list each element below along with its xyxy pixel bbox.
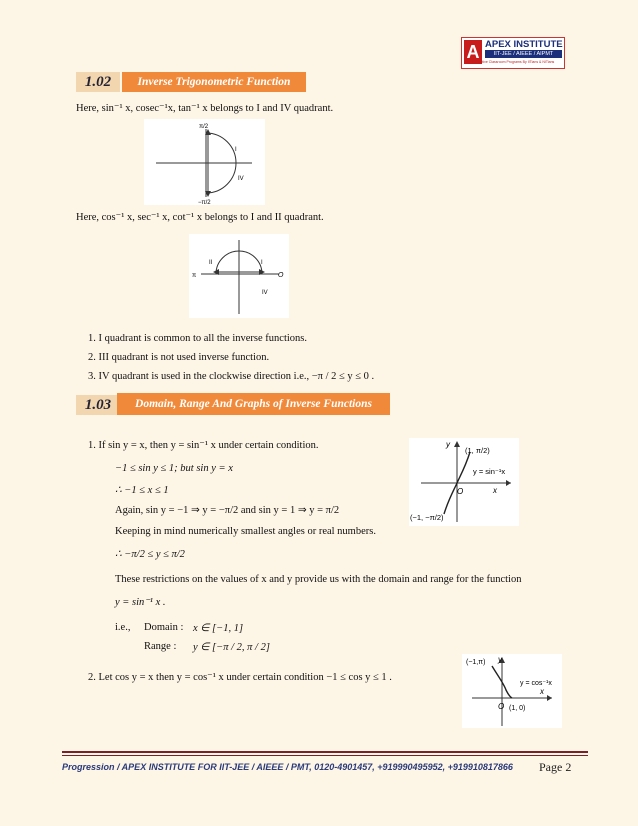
section-title: Domain, Range And Graphs of Inverse Functions — [117, 393, 390, 415]
item-line: These restrictions on the values of x and y provide us with the domain and range for the function — [115, 574, 522, 585]
label-top: π/2 — [199, 124, 209, 130]
arccos-plot — [462, 654, 562, 728]
footer-text: Progression / APEX INSTITUTE FOR IIT-JEE / AIEEE / PMT, 0120-4901457, +919990495952, +919910817866 — [62, 762, 513, 772]
item-line: Again, sin y = −1 ⇒ y = −π/2 and sin y = 1 ⇒ y = π/2 — [115, 505, 340, 516]
arcsin-plot — [409, 438, 519, 526]
quadrant-diagram — [144, 119, 265, 205]
item-line: y = sin⁻¹ x . — [115, 597, 166, 608]
paragraph: Here, sin⁻¹ x, cosec⁻¹x, tan⁻¹ x belongs to I and IV quadrant. — [76, 103, 334, 114]
footer-divider — [62, 751, 588, 753]
item-line: −1 ≤ sin y ≤ 1; but sin y = x — [115, 463, 233, 474]
logo-subtitle: Interactive Classroom Programs By IITians & NITians — [471, 60, 555, 64]
function-label: y = cos⁻¹x — [520, 680, 552, 687]
point-label: (−1,π) — [466, 659, 486, 666]
item-label: i.e., — [115, 622, 131, 633]
brand-logo — [461, 37, 565, 69]
item-line: ∴ −π/2 ≤ y ≤ π/2 — [115, 549, 185, 560]
item-line: Keeping in mind numerically smallest angles or real numbers. — [115, 526, 376, 537]
section-number: 1.02 — [76, 72, 120, 92]
label-q2: II — [209, 260, 213, 266]
label-bottom: −π/2 — [198, 200, 211, 205]
section-number: 1.03 — [76, 395, 120, 415]
logo-letter: A — [464, 40, 482, 64]
label-origin: O — [278, 272, 284, 279]
range-value: y ∈ [−π / 2, π / 2] — [193, 642, 270, 653]
figure-quadrants-i-iv — [144, 119, 265, 205]
label-q1: I — [235, 147, 237, 153]
axis-y-label: y — [498, 655, 502, 664]
function-label: y = sin⁻¹x — [473, 467, 506, 476]
item-line: 2. Let cos y = x then y = cos⁻¹ x under certain condition −1 ≤ cos y ≤ 1 . — [88, 672, 392, 683]
point-label: (1, 0) — [509, 705, 526, 712]
list-item: 1. I quadrant is common to all the inverse functions. — [88, 333, 307, 344]
footer-divider — [62, 755, 588, 756]
origin-label: O — [457, 487, 464, 496]
list-item: 2. III quadrant is not used inverse function. — [88, 352, 270, 363]
graph-arcsin — [409, 438, 519, 526]
label-pi: π — [192, 273, 197, 279]
label-q1: I — [261, 260, 263, 266]
graph-arccos — [462, 654, 562, 728]
label-q4: IV — [262, 290, 268, 296]
item-line: ∴ −1 ≤ x ≤ 1 — [115, 485, 169, 496]
domain-value: x ∈ [−1, 1] — [193, 623, 244, 634]
paragraph: Here, cos⁻¹ x, sec⁻¹ x, cot⁻¹ x belongs to I and II quadrant. — [76, 212, 324, 223]
axis-x-label: x — [493, 486, 497, 495]
logo-name: APEX INSTITUTE — [485, 39, 563, 50]
section-title: Inverse Trigonometric Function — [122, 72, 306, 92]
axis-x-label: x — [540, 687, 544, 696]
domain-label: Domain : — [144, 622, 184, 633]
logo-tagline: IIT-JEE / AIEEE / AIPMT — [485, 50, 562, 58]
axis-y-label: y — [446, 440, 450, 449]
range-label: Range : — [144, 641, 177, 652]
quadrant-diagram — [189, 234, 289, 318]
point-label: (1, π/2) — [465, 446, 490, 455]
origin-label: O — [498, 702, 505, 711]
point-label: (−1, −π/2) — [410, 513, 444, 522]
label-q4: IV — [238, 176, 244, 182]
figure-quadrants-i-ii — [189, 234, 289, 318]
item-line: 1. If sin y = x, then y = sin⁻¹ x under certain condition. — [88, 440, 319, 451]
list-item: 3. IV quadrant is used in the clockwise direction i.e., −π / 2 ≤ y ≤ 0 . — [88, 371, 375, 382]
page-number: Page 2 — [539, 760, 572, 774]
